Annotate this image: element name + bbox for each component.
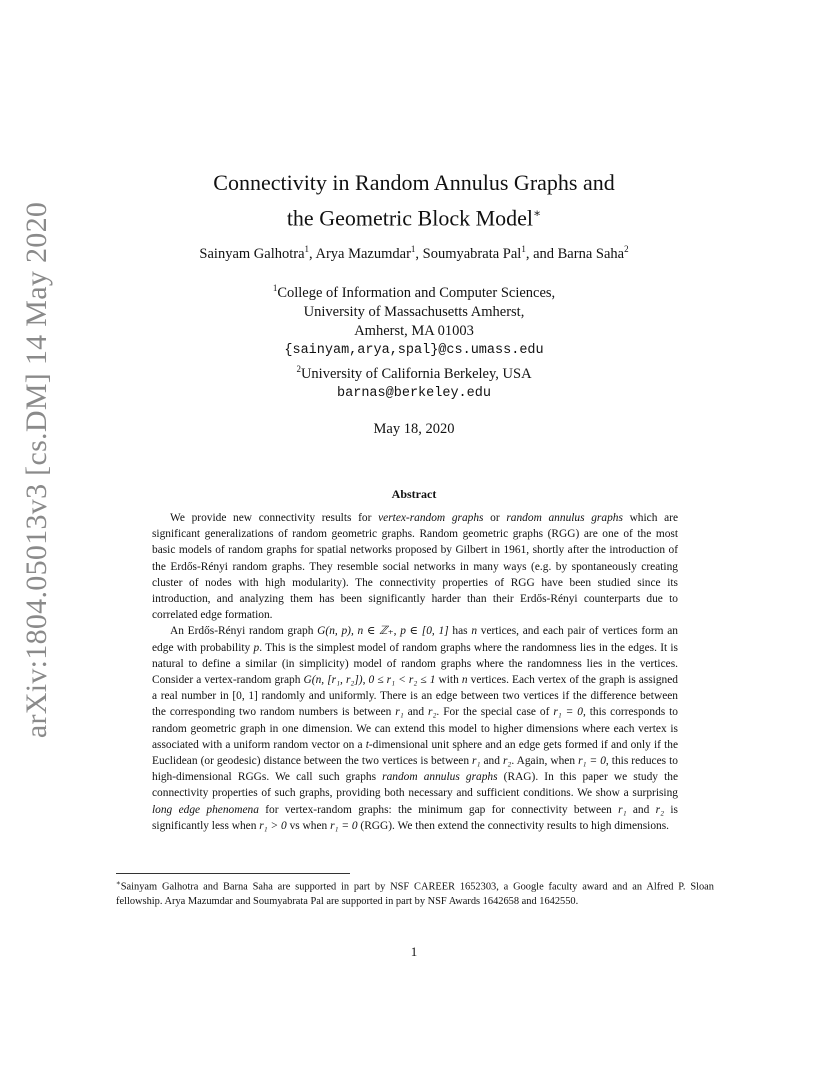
author: Soumyabrata Pal$^1$, and (422, 244, 558, 262)
author: Sainyam Galhotra$^1$, (199, 244, 316, 262)
affiliation-1-line-1: $^1$College of Information and Computer Sciences, (272, 283, 556, 301)
author-list (0, 244, 828, 263)
affiliations (0, 279, 828, 403)
affiliation-1-email[interactable]: {sainyam,arya,spal}@cs.umass.edu (284, 342, 544, 358)
footnote-mark: ∗ (116, 879, 121, 887)
title-footnote-mark: ∗ (533, 206, 542, 220)
abstract-paragraph-1: We provide new connectivity results for vertex-random graphs or random annulus graphs which are significant generalizations of random geometric graphs. Random geometric graphs (RGG) are one of the most basic models of random graphs for spatial networks proposed by Gilbert in 1961, shortly after the introduction of the Erdős-Rényi random graphs. They resemble social networks in many ways (e.g. by spontaneously creating cluster of nodes with high modularity). The connectivity properties of RGG have been studied since its introduction, and analyzing them has been significantly harder than their Erdős-Rényi counterparts due to correlated edge formation. (152, 512, 679, 622)
paper-date: May 18, 2020 (373, 421, 455, 437)
title-line-2: the Geometric Block Model∗ (286, 205, 542, 231)
affiliation-2-email[interactable]: barnas@berkeley.edu (337, 385, 491, 401)
abstract-heading: Abstract (391, 487, 437, 501)
author: Arya Mazumdar$^1$, (315, 244, 423, 262)
title-line-1: Connectivity in Random Annulus Graphs and (213, 170, 615, 195)
footnote-rule (116, 873, 350, 874)
arxiv-identifier: arXiv:1804.05013v3 [cs.DM] 14 May 2020 (20, 201, 53, 739)
affiliation-1-line-3: Amherst, MA 01003 (354, 322, 474, 339)
abstract-paragraph-2: An Erdős-Rényi random graph G(n, p), n ∈ ℤ₊, p ∈ [0, 1] has n vertices, and each pair of vertices form an edge with probability p. This is the simplest model of random graphs where the randomness lies in the edges. It is natural to define a similar (in simplicity) model of random graphs where the randomness lies in the vertices. Consider a vertex-random graph G(n, [r₁, r₂]), 0 ≤ r₁ < r₂ ≤ 1 with n vertices. Each vertex of the graph is assigned a real number in [0, 1] randomly and uniformly. There is an edge between two vertices if the difference between the corresponding two random numbers is between r₁ and r₂. For the special case of r₁ = 0, this corresponds to random geometric graph in one dimension. We can extend this model to higher dimensions where each vertex is associated with a uniform random vector on a t-dimensional unit sphere and an edge gets formed if and only if the Euclidean (or geodesic) distance between the two vertices is between r₁ and r₂. Again, when r₁ = 0, this reduces to high-dimensional RGGs. We call such graphs random annulus graphs (RAG). In this paper we study the connectivity properties of such graphs, providing both necessary and sufficient conditions. We show a surprising long edge phenomena for vertex-random graphs: the minimum gap for connectivity between r₁ and r₂ is significantly less when r₁ > 0 vs when r₁ = 0 (RGG). We then extend the connectivity results to high dimensions. (152, 625, 679, 832)
abstract-body (152, 510, 678, 834)
page-number: 1 (410, 944, 418, 959)
footnote-text: Sainyam Galhotra and Barna Saha are supported in part by NSF CAREER 1652303, a Google faculty award and an Alfred P. Sloan fellowship. Arya Mazumdar and Soumyabrata Pal are supported in part by NSF Awards 1642658 and 1642550. (116, 881, 714, 907)
author: Barna Saha$^2$ (557, 244, 629, 262)
footnote (116, 876, 714, 909)
affiliation-1-line-2: University of Massachusetts Amherst, (303, 303, 525, 320)
affiliation-2-line-1: $^2$University of California Berkeley, USA (296, 363, 532, 382)
paper-title (0, 168, 828, 233)
